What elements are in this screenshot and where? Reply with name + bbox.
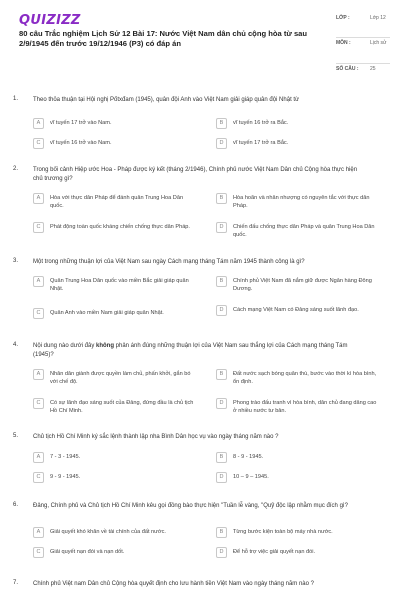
answer-option[interactable] bbox=[216, 527, 381, 538]
answer-option[interactable] bbox=[216, 547, 381, 558]
option-text: Chiến đấu chống thực dân Pháp và quân Trung Hoa Dân quốc. bbox=[233, 224, 375, 238]
option-text: Giải quyết khó khăn về tài chính của đất nước. bbox=[50, 529, 166, 535]
option-letter: C bbox=[33, 398, 44, 409]
option-text: Quân Anh vào miền Nam giải giáp quân Nhật. bbox=[50, 310, 164, 316]
answer-option[interactable] bbox=[33, 398, 198, 415]
question-text-part: phản ánh đúng những thuận lợi của Việt Nam sau thắng lợi của Cách mạng tháng Tám (1945)? bbox=[33, 343, 348, 358]
option-letter: C bbox=[33, 547, 44, 558]
option-text: Đất nước sạch bóng quân thù, bước vào thời kì hòa bình, ổn định. bbox=[233, 371, 377, 385]
option-letter: A bbox=[33, 369, 44, 380]
option-letter: D bbox=[216, 547, 227, 558]
option-text: Phát động toàn quốc kháng chiến chống thực dân Pháp. bbox=[50, 224, 190, 230]
option-letter: B bbox=[216, 118, 227, 129]
answer-option[interactable] bbox=[33, 527, 198, 538]
option-letter: A bbox=[33, 452, 44, 463]
answer-option[interactable] bbox=[216, 222, 381, 239]
option-letter: B bbox=[216, 527, 227, 538]
answer-option[interactable] bbox=[33, 222, 198, 233]
option-letter: B bbox=[216, 193, 227, 204]
option-text: vĩ tuyến 16 trở ra Bắc. bbox=[233, 120, 289, 126]
question-text: Một trong những thuận lợi của Việt Nam sau ngày Cách mạng tháng Tám năm 1945 thành công là gì? bbox=[33, 259, 305, 265]
question-number: 1. bbox=[13, 96, 19, 102]
option-letter: D bbox=[216, 398, 227, 409]
answer-option[interactable] bbox=[216, 118, 381, 129]
quizizz-logo: QUIZIZZ bbox=[19, 13, 81, 28]
option-letter: A bbox=[33, 276, 44, 287]
worksheet-header bbox=[0, 0, 400, 86]
option-text: Giải quyết nạn đói và nạn dốt. bbox=[50, 549, 125, 555]
answer-option[interactable] bbox=[33, 276, 198, 293]
option-text: Hòa hoãn và nhân nhượng có nguyên tắc với thực dân Pháp. bbox=[233, 195, 370, 209]
question-emphasis: không bbox=[96, 343, 114, 349]
answer-option[interactable] bbox=[216, 369, 381, 386]
option-text: Để hỗ trợ việc giải quyết nạn đói. bbox=[233, 549, 316, 555]
answer-option[interactable] bbox=[216, 193, 381, 210]
question-text-part: Nội dung nào dưới đây bbox=[33, 343, 96, 349]
option-letter: C bbox=[33, 138, 44, 149]
meta-label: LỚP : bbox=[336, 15, 350, 21]
option-text: Từng bước kiện toàn bộ máy nhà nước. bbox=[233, 529, 333, 535]
option-text: Chính phủ Việt Nam đã nắm giữ được Ngân hàng Đông Dương. bbox=[233, 278, 372, 292]
question-number: 7. bbox=[13, 580, 19, 586]
question-number: 5. bbox=[13, 433, 19, 439]
meta-label: MÔN : bbox=[336, 40, 351, 46]
meta-row-question-count bbox=[336, 64, 390, 80]
option-text: Nhân dân giành được quyền làm chủ, phấn khởi, gắn bó với chế độ. bbox=[50, 371, 191, 385]
answer-option[interactable] bbox=[33, 138, 198, 149]
option-text: 8 - 9 - 1945. bbox=[233, 454, 264, 460]
answer-option[interactable] bbox=[216, 398, 381, 415]
option-letter: C bbox=[33, 222, 44, 233]
option-text: vĩ tuyến 17 trở vào Nam. bbox=[50, 120, 112, 126]
question-number: 6. bbox=[13, 502, 19, 508]
meta-row-class bbox=[336, 13, 390, 38]
option-text: Cách mạng Việt Nam có Đảng sáng suốt lãnh đạo. bbox=[233, 307, 359, 313]
question-number: 4. bbox=[13, 342, 19, 348]
option-text: vĩ tuyến 17 trở ra Bắc. bbox=[233, 140, 289, 146]
answer-option[interactable] bbox=[33, 369, 198, 386]
question-number: 2. bbox=[13, 166, 19, 172]
option-text: vĩ tuyến 16 trở vào Nam. bbox=[50, 140, 112, 146]
option-text: Phong trào đấu tranh vì hòa bình, dân chủ đang dâng cao ở nhiều nước tư bản. bbox=[233, 400, 377, 414]
question-text: Đảng, Chính phủ và Chủ tịch Hồ Chí Minh kêu gọi đồng bào thực hiện "Tuần lễ vàng, "Quỹ độc lập nhằm mục đích gì? bbox=[33, 503, 348, 509]
meta-value: Lớp 12 bbox=[370, 15, 386, 21]
meta-label: SỐ CÂU : bbox=[336, 66, 359, 72]
meta-row-subject bbox=[336, 38, 390, 64]
option-text: 7 - 3 - 1945. bbox=[50, 454, 81, 460]
meta-value: 25 bbox=[370, 66, 376, 72]
option-text: Hòa với thực dân Pháp để đánh quân Trung Hoa Dân quốc. bbox=[50, 195, 184, 209]
answer-option[interactable] bbox=[33, 308, 198, 319]
question-text: Chính phủ Việt nam Dân chủ Cộng hòa quyết định cho lưu hành tiền Việt Nam vào ngày tháng năm nào ? bbox=[33, 581, 314, 587]
option-letter: C bbox=[33, 472, 44, 483]
answer-option[interactable] bbox=[33, 452, 198, 463]
answer-option[interactable] bbox=[33, 193, 198, 210]
answer-option[interactable] bbox=[216, 452, 381, 463]
question-text bbox=[33, 342, 363, 360]
option-letter: D bbox=[216, 222, 227, 233]
option-letter: A bbox=[33, 527, 44, 538]
question-number: 3. bbox=[13, 258, 19, 264]
option-letter: B bbox=[216, 276, 227, 287]
worksheet-meta bbox=[336, 13, 390, 80]
option-letter: B bbox=[216, 369, 227, 380]
option-letter: D bbox=[216, 305, 227, 316]
meta-value: Lịch sử bbox=[370, 40, 387, 46]
option-letter: C bbox=[33, 308, 44, 319]
option-letter: A bbox=[33, 193, 44, 204]
question-text: Theo thỏa thuận tại Hội nghị Pốtxđam (1945), quân đội Anh vào Việt Nam giải giáp quân đội Nhật từ bbox=[33, 97, 300, 103]
option-text: Quân Trung Hoa Dân quốc vào miền Bắc giải giáp quân Nhật. bbox=[50, 278, 189, 292]
answer-option[interactable] bbox=[33, 118, 198, 129]
option-text: 10 – 9 – 1945. bbox=[233, 474, 269, 480]
answer-option[interactable] bbox=[216, 305, 381, 316]
answer-option[interactable] bbox=[216, 138, 381, 149]
answer-option[interactable] bbox=[216, 276, 381, 293]
question-text: Chủ tịch Hồ Chí Minh ký sắc lệnh thành lập nha Bình Dân học vụ vào ngày tháng năm nào ? bbox=[33, 434, 279, 440]
option-text: 9 - 9 - 1945. bbox=[50, 474, 81, 480]
answer-option[interactable] bbox=[216, 472, 381, 483]
option-letter: A bbox=[33, 118, 44, 129]
answer-option[interactable] bbox=[33, 472, 198, 483]
worksheet-title: 80 câu Trắc nghiệm Lịch Sử 12 Bài 17: Nước Việt Nam dân chủ cộng hòa từ sau 2/9/1945 đến trước 19/12/1946 (P3) có đáp án bbox=[19, 29, 308, 48]
question-text: Trong bối cảnh Hiệp ước Hoa - Pháp được ký kết (tháng 2/1946), Chính phủ nước Việt Nam Dân chủ Cộng hòa thực hiện chủ trương gì? bbox=[33, 167, 358, 182]
option-letter: D bbox=[216, 472, 227, 483]
answer-option[interactable] bbox=[33, 547, 198, 558]
option-text: Có sự lãnh đạo sáng suốt của Đảng, đứng đầu là chủ tịch Hồ Chí Minh. bbox=[50, 400, 194, 414]
option-letter: D bbox=[216, 138, 227, 149]
option-letter: B bbox=[216, 452, 227, 463]
